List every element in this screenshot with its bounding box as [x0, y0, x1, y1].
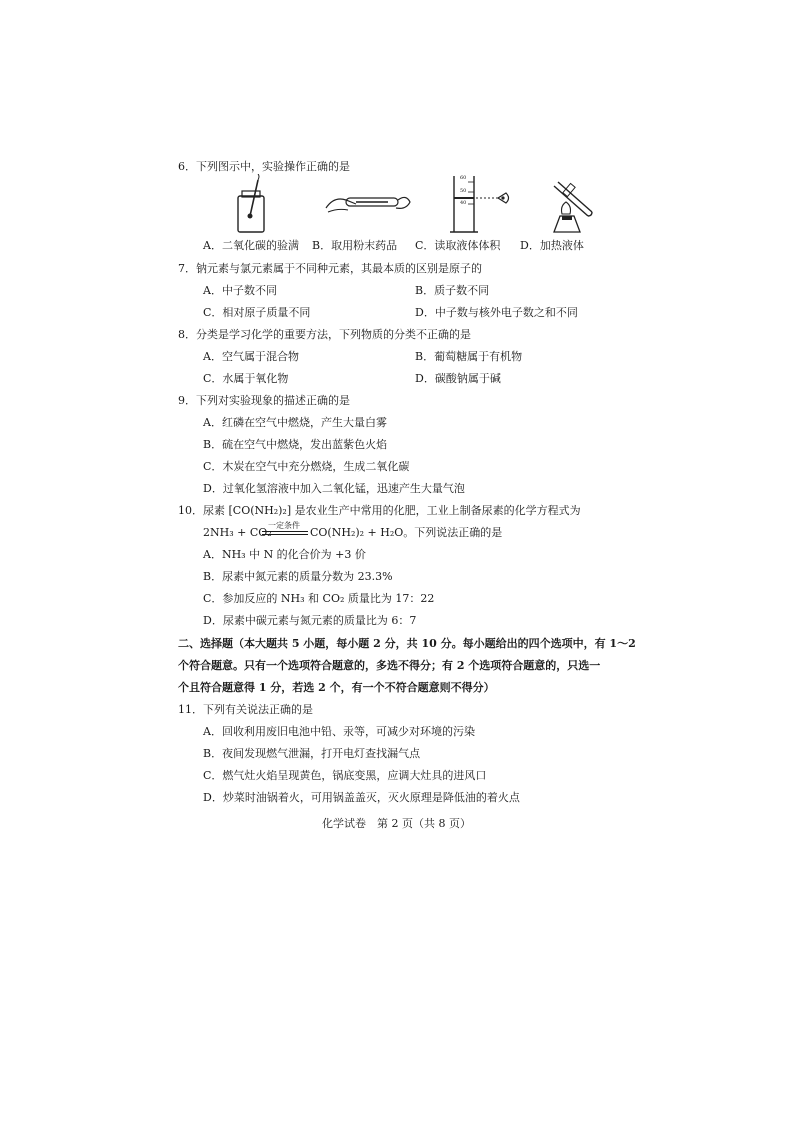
- equation-left: 2NH₃ + CO₂: [203, 526, 272, 539]
- page-footer: 化学试卷 第 2 页（共 8 页）: [322, 817, 471, 830]
- q8-option-b: B．葡萄糖属于有机物: [415, 350, 523, 363]
- section2-line-2: 个符合题意。只有一个选项符合题意的，多选不得分；有 2 个选项符合题意的，只选一: [178, 659, 601, 672]
- q7-stem: 7．钠元素与氯元素属于不同种元素，其最本质的区别是原子的: [178, 262, 482, 275]
- equation-condition: 一定条件: [268, 521, 300, 530]
- cylinder-figure: [448, 174, 518, 234]
- q6-stem: 6．下列图示中，实验操作正确的是: [178, 160, 350, 173]
- q11-option-a: A．回收利用废旧电池中铅、汞等，可减少对环境的污染: [203, 725, 475, 738]
- q7-option-a: A．中子数不同: [203, 284, 277, 297]
- q10-option-d: D．尿素中碳元素与氮元素的质量比为 6：7: [203, 614, 417, 627]
- q6-figures: [210, 174, 610, 236]
- cylinder-mark-50: 50: [460, 188, 467, 194]
- q6-option-b: B．取用粉末药品: [312, 239, 398, 252]
- cylinder-mark-60: 60: [460, 175, 467, 181]
- q10-option-c: C．参加反应的 NH₃ 和 CO₂ 质量比为 17：22: [203, 592, 435, 605]
- q8-stem: 8．分类是学习化学的重要方法，下列物质的分类不正确的是: [178, 328, 471, 341]
- cylinder-mark-40: 40: [460, 200, 467, 206]
- equation-right: CO(NH₂)₂ + H₂O。下列说法正确的是: [310, 526, 503, 539]
- q6-option-a: A．二氧化碳的验满: [203, 239, 299, 252]
- q9-option-d: D．过氧化氢溶液中加入二氧化锰，迅速产生大量气泡: [203, 482, 465, 495]
- equation-arrow-bottom: [262, 534, 308, 535]
- q11-option-b: B．夜间发现燃气泄漏，打开电灯查找漏气点: [203, 747, 421, 760]
- powder-tube-figure: [322, 174, 412, 234]
- q11-stem: 11．下列有关说法正确的是: [178, 703, 313, 716]
- q7-option-d: D．中子数与核外电子数之和不同: [415, 306, 578, 319]
- co2-bottle-figure: [228, 174, 278, 234]
- q8-option-c: C．水属于氧化物: [203, 372, 289, 385]
- q9-option-b: B．硫在空气中燃烧，发出蓝紫色火焰: [203, 438, 388, 451]
- q6-option-c: C．读取液体体积: [415, 239, 501, 252]
- q8-option-a: A．空气属于混合物: [203, 350, 299, 363]
- q7-option-c: C．相对原子质量不同: [203, 306, 311, 319]
- q9-option-a: A．红磷在空气中燃烧，产生大量白雾: [203, 416, 387, 429]
- q10-stem: 10．尿素 [CO(NH₂)₂] 是农业生产中常用的化肥，工业上制备尿素的化学方程式为: [178, 504, 581, 517]
- q9-option-c: C．木炭在空气中充分燃烧，生成二氧化碳: [203, 460, 410, 473]
- section2-line-1: 二、选择题（本大题共 5 小题，每小题 2 分，共 10 分。每小题给出的四个选项中，有 1～2: [178, 637, 636, 650]
- q10-option-a: A．NH₃ 中 N 的化合价为 +3 价: [203, 548, 366, 561]
- q9-stem: 9．下列对实验现象的描述正确的是: [178, 394, 350, 407]
- q8-option-d: D．碳酸钠属于碱: [415, 372, 501, 385]
- heating-liquid-figure: [540, 174, 610, 234]
- section2-line-3: 个且符合题意得 1 分，若选 2 个，有一个不符合题意则不得分）: [178, 681, 495, 694]
- q10-option-b: B．尿素中氮元素的质量分数为 23.3%: [203, 570, 393, 583]
- equation-arrow-top: [262, 531, 308, 532]
- q11-option-d: D．炒菜时油锅着火，可用锅盖盖灭，灭火原理是降低油的着火点: [203, 791, 520, 804]
- q11-option-c: C．燃气灶火焰呈现黄色，锅底变黑，应调大灶具的进风口: [203, 769, 487, 782]
- q7-option-b: B．质子数不同: [415, 284, 490, 297]
- q6-option-d: D．加热液体: [520, 239, 584, 252]
